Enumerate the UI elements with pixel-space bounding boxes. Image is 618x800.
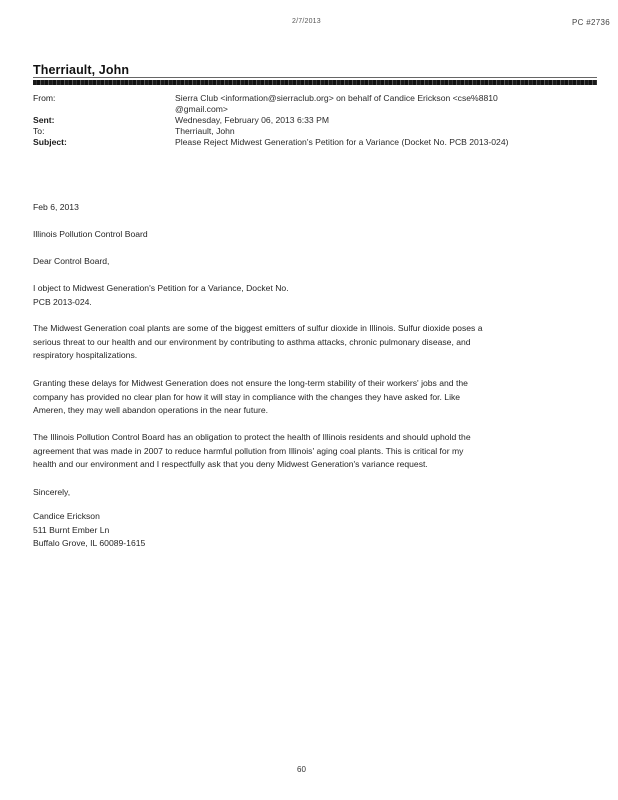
letter-closing: Sincerely, [33, 487, 71, 497]
letter-date: Feb 6, 2013 [33, 202, 79, 212]
paragraph-2-line-2: serious threat to our health and our environment by contributing to asthma attacks, chronic pulmonary disease, and [33, 336, 471, 347]
from-row [33, 93, 593, 115]
paragraph-4-line-1: The Illinois Pollution Control Board has an obligation to protect the health of Illinois residents and should uphold the [33, 432, 471, 442]
from-value [175, 93, 593, 115]
letter-salutation: Dear Control Board, [33, 256, 110, 266]
paragraph-1-line-1: I object to Midwest Generation's Petition for a Variance, Docket No. [33, 283, 289, 293]
header-pc-number: PC #2736 [572, 18, 610, 27]
email-header-fields [33, 93, 593, 148]
signature-name: Candice Erickson [33, 511, 100, 521]
letter-recipient: Illinois Pollution Control Board [33, 229, 148, 239]
paragraph-3-line-2: company has provided no clear plan for how it will stay in compliance with the changes they have asked for. Like [33, 391, 461, 402]
from-label: From: [33, 93, 56, 103]
from-value-line1: Sierra Club <information@sierraclub.org> on behalf of Candice Erickson <cse%8810 [175, 93, 498, 103]
header-date-stamp: 2/7/2013 [292, 18, 321, 25]
subject-label: Subject: [33, 137, 67, 147]
signature-address-line-2: Buffalo Grove, IL 60089-1615 [33, 538, 146, 548]
sent-row [33, 115, 593, 126]
subject-value: Please Reject Midwest Generation's Petition for a Variance (Docket No. PCB 2013-024) [175, 137, 509, 147]
header-rule [33, 80, 597, 85]
sent-label: Sent: [33, 115, 55, 125]
from-value-line2: @gmail.com> [175, 104, 228, 114]
paragraph-2-line-1: The Midwest Generation coal plants are some of the biggest emitters of sulfur dioxide in Illinois. Sulfur dioxide poses a [33, 323, 483, 333]
paragraph-2-line-3: respiratory hospitalizations. [33, 350, 138, 360]
letter-paragraph-4 [33, 431, 578, 472]
subject-row [33, 137, 593, 148]
letter-paragraph-3 [33, 377, 578, 418]
page-number: 60 [297, 765, 306, 774]
to-value: Therriault, John [175, 126, 235, 136]
sender-name-heading: Therriault, John [33, 63, 130, 77]
sent-value: Wednesday, February 06, 2013 6:33 PM [175, 115, 329, 125]
letter-paragraph-1 [33, 282, 578, 309]
paragraph-3-line-3: Ameren, they may well abandon operations in the near future. [33, 405, 269, 415]
header-rule-thin [33, 77, 597, 78]
to-row [33, 126, 593, 137]
paragraph-4-line-3: health and our environment and I respectfully ask that you deny Midwest Generation's variance request. [33, 459, 428, 469]
letter-signature-block [33, 510, 578, 551]
signature-address-line-1: 511 Burnt Ember Ln [33, 524, 110, 535]
to-label: To: [33, 126, 45, 136]
letter-paragraph-2 [33, 322, 578, 363]
paragraph-4-line-2: agreement that was made in 2007 to reduce harmful pollution from Illinois' aging coal plants. This is critical for my [33, 445, 464, 456]
paragraph-1-line-2: PCB 2013-024. [33, 296, 92, 307]
paragraph-3-line-1: Granting these delays for Midwest Generation does not ensure the long-term stability of their workers' jobs and the [33, 378, 468, 388]
